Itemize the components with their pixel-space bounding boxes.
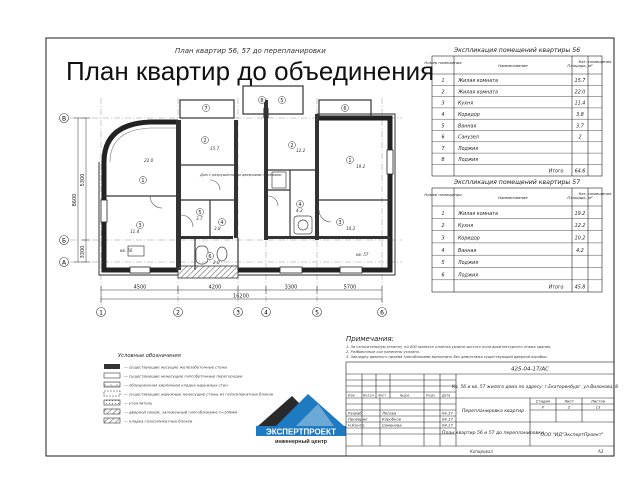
room-tag: 4 <box>298 201 302 208</box>
doc-code: 425-04-17/АС <box>511 366 549 373</box>
copied-label: Копировал <box>470 449 493 454</box>
table-cell: Итого <box>548 285 564 291</box>
legend-item: — существующие наружные ненесущие стены из газосиликатных блоков <box>124 391 274 397</box>
legend-item: — существующие несущие железобетонные стены <box>124 364 228 370</box>
room-area: 2.0 <box>213 260 220 265</box>
logo-name: ЭКСПЕРТПРОЕКТ <box>266 427 336 437</box>
table-cell: 3.8 <box>576 113 584 119</box>
stage-header: Лист <box>564 398 574 404</box>
table-cell: 7 <box>441 146 445 152</box>
table-cell: Жилая комната <box>458 211 498 217</box>
table-cell: Коридор <box>458 113 480 119</box>
table-cell: 11.4 <box>574 101 586 107</box>
table-cell: Коридор <box>458 236 480 242</box>
stamp-date: 04.17 <box>442 410 453 416</box>
table-cell: 12.2 <box>574 224 586 230</box>
table-cell: 19.2 <box>574 211 586 217</box>
table-cell: 45.8 <box>574 285 586 291</box>
room-tag: 6 <box>343 105 347 112</box>
room-area: 15.7 <box>210 146 220 151</box>
table-cell: 2 <box>578 135 582 141</box>
table-cell: 22.0 <box>574 90 586 96</box>
plan-note: Дом с разрушенными дверными проёмами <box>200 173 282 177</box>
legend-item: — кладка газосиликатных блоков <box>124 418 193 424</box>
room-area: 3.7 <box>196 216 203 221</box>
note-line: 3. Закладку дверного проёма гипсоблоками выполнить без демонтажа существующей дверной коробки. <box>346 355 548 359</box>
axis-letter-b: Б <box>61 237 67 245</box>
work-title: Перепланировка квартир <box>461 409 525 414</box>
apartment-label: кв. 57 <box>356 252 369 257</box>
legend-title: Условные обозначения <box>118 353 181 359</box>
notes-block <box>346 335 551 359</box>
legend-item: — облицовочная кирпичная кладка наружных стен <box>124 382 228 388</box>
room-area: 4.2 <box>296 208 303 213</box>
company-name: ООО "ИД"ЭкспертПроект" <box>540 433 604 438</box>
legend-swatch-brick <box>104 382 120 387</box>
room-tag: 5 <box>198 209 202 216</box>
room-tag: 1 <box>141 177 145 184</box>
stamp-date: 04.17 <box>442 422 453 428</box>
stamp-header: Лист <box>378 393 387 398</box>
table-cell: 3 <box>441 236 445 242</box>
note-line: 2. Разбивочные оси нанесены условно. <box>346 350 421 354</box>
stage-value: 13 <box>595 404 601 410</box>
logo-tagline: инженерный центр <box>274 439 328 445</box>
room-tag: 4 <box>220 219 224 226</box>
object-address: Кв. 56 и кв. 57 жилого дома по адресу: г.Екатеринбург, ул.Вилонова, 8 <box>452 385 618 390</box>
axis-letter-a: А <box>61 259 67 267</box>
stage-value: 2 <box>567 404 571 410</box>
dimension-total: 16200 <box>233 293 249 300</box>
table-cell: Ванная <box>458 124 477 130</box>
dimension-left-total: 8600 <box>72 193 78 207</box>
notes-title: Примечания: <box>346 335 394 343</box>
table-cell: Лоджия <box>458 146 479 152</box>
dimension-text: 3300 <box>284 284 298 291</box>
stamp-header: Изм. <box>348 393 356 398</box>
room-tag: 5 <box>280 97 284 104</box>
room-area: 3.8 <box>214 226 221 231</box>
plan-caption: План квартир 56, 57 до перепланировки <box>175 47 326 55</box>
table-cell: 6 <box>441 135 445 141</box>
room-tag: 2 <box>290 142 294 149</box>
axis-number-6: 6 <box>380 309 384 317</box>
title-block <box>346 362 618 456</box>
table-header: Наименование <box>498 195 528 200</box>
legend-swatch-masonry <box>104 418 120 423</box>
table-cell: 1 <box>441 211 445 217</box>
table-title: Экспликация помещений квартиры 56 <box>453 47 581 54</box>
table-cell: 64.6 <box>574 169 586 175</box>
table-cell: 8 <box>441 158 445 164</box>
table-cell: 3.7 <box>576 124 584 130</box>
table-cell: 5 <box>441 124 445 130</box>
axis-number-5: 5 <box>315 309 319 317</box>
table-cell: Ванная <box>458 248 477 254</box>
legend-swatch-gas-block <box>104 391 120 396</box>
stamp-role: Проверил <box>348 416 368 422</box>
table-header: Кат. помещения <box>578 59 612 64</box>
table-cell: Лоджия <box>458 158 479 164</box>
room-tag: 8 <box>260 97 264 104</box>
stamp-header: Кол.уч <box>363 393 375 398</box>
axis-number-3: 3 <box>236 309 240 317</box>
table-header: Наименование <box>498 63 528 68</box>
stamp-header: №док. <box>400 393 411 398</box>
legend-item: — существующие ненесущие гипсобетонные перегородки <box>124 373 243 379</box>
stamp-person: Лосева <box>382 410 397 416</box>
table-cell: Жилая комната <box>458 79 498 85</box>
table-cell: Лоджия <box>458 273 479 279</box>
sheet-title: План квартир до объединения <box>66 56 435 86</box>
dimension-text: 4200 <box>208 284 222 291</box>
room-area: 12.2 <box>296 148 306 153</box>
table-cell: Кухня <box>458 101 474 107</box>
table-cell: 2 <box>441 224 445 230</box>
legend-item: — утеплитель <box>124 400 153 406</box>
legend-swatch-insulation <box>104 400 120 405</box>
apartment-label: кв. 56 <box>120 248 133 253</box>
table-cell: Жилая комната <box>458 90 498 96</box>
table-header: Площадь, м² <box>567 63 593 68</box>
company-logo <box>256 394 346 445</box>
stamp-header: Подп. <box>426 393 436 398</box>
axis-number-1: 1 <box>99 309 103 317</box>
table-cell: 4 <box>441 248 445 254</box>
legend-swatch-partition <box>104 373 120 378</box>
room-tag: 2 <box>203 137 207 144</box>
table-cell: Лоджия <box>458 261 479 267</box>
table-cell: 10.2 <box>574 236 586 242</box>
dimension-left-part: 5300 <box>80 173 86 187</box>
room-area: 19.2 <box>356 164 366 169</box>
axis-number-2: 2 <box>176 309 180 317</box>
stamp-header: Дата <box>442 393 451 398</box>
table-cell: 6 <box>441 273 445 279</box>
dimension-text: 5700 <box>343 284 357 291</box>
room-area: 11.4 <box>130 229 140 234</box>
table-cell: 3 <box>441 101 445 107</box>
table-cell: 4 <box>441 113 445 119</box>
stamp-role: Разраб. <box>348 410 363 416</box>
legend-swatch-concrete <box>104 364 120 369</box>
legend-item: — дверной проём, заложенный гипсоблоками; t=100мм <box>124 409 237 415</box>
table-title: Экспликация помещений квартиры 57 <box>453 179 581 186</box>
table-cell: 5 <box>441 261 445 267</box>
room-area: 10.2 <box>346 226 356 231</box>
room-tag: 3 <box>338 219 342 226</box>
table-cell: Итого <box>548 169 564 175</box>
table-header: Номер помещения <box>424 192 462 197</box>
table-cell: 4.2 <box>576 248 584 254</box>
table-header: Площадь, м² <box>567 195 593 200</box>
room-area: 22.0 <box>144 158 154 163</box>
note-line: 1. За относительную отметку ±0,000 принята отметка уровня чистого пола архитектурного этажа здания. <box>346 345 552 349</box>
stage-header: Стадия <box>535 398 551 404</box>
room-tag: 3 <box>138 222 142 229</box>
table-header: Кат. помещения <box>578 191 612 196</box>
table-cell: 2 <box>441 90 445 96</box>
format-label: А3 <box>598 449 604 454</box>
legend <box>104 353 274 424</box>
table-cell: 15.7 <box>574 79 586 85</box>
stamp-role: Н.Контр. <box>348 422 366 428</box>
table-cell: Санузел <box>458 135 479 141</box>
axis-number-4: 4 <box>264 309 268 317</box>
legend-swatch-door-fill <box>104 409 120 414</box>
table-apartment-56 <box>424 47 612 176</box>
stage-header: Листов <box>590 398 606 404</box>
table-header: Номер помещения <box>424 60 462 65</box>
table-cell: Кухня <box>458 224 474 230</box>
table-apartment-57 <box>424 179 612 292</box>
dimension-text: 4500 <box>133 284 147 291</box>
stamp-date: 04.17 <box>442 416 453 422</box>
table-cell: 1 <box>441 79 445 85</box>
stage-value: Р <box>541 404 545 410</box>
stamp-person: Коробков <box>382 416 401 422</box>
room-tag: 6 <box>208 253 212 260</box>
sheet-name: План квартир 56 и 57 до перепланировки <box>442 431 544 436</box>
axis-letter-v: В <box>61 115 67 123</box>
dimension-left-part: 3300 <box>80 245 86 259</box>
stamp-person: Семенова <box>382 422 402 428</box>
room-tag: 1 <box>348 157 352 164</box>
floor-plan <box>60 86 403 317</box>
room-tag: 7 <box>204 105 208 112</box>
